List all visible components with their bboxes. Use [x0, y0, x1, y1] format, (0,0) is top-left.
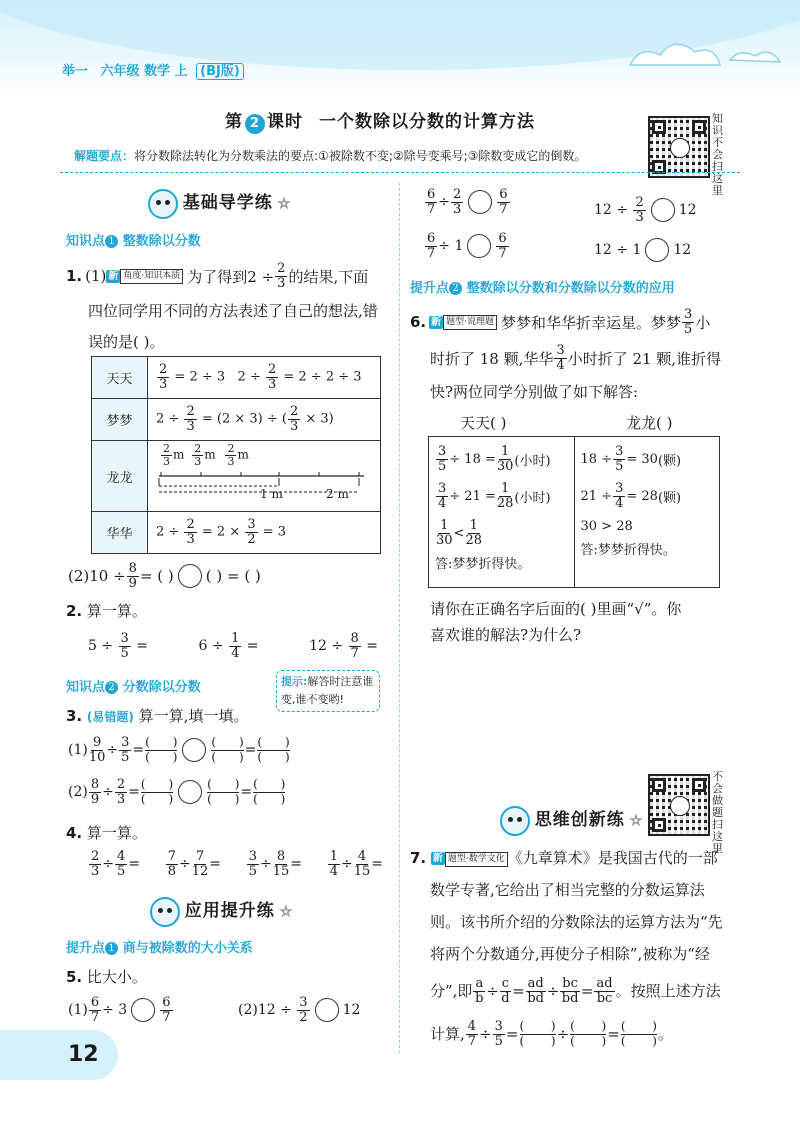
qr-caption-2: 不会做题扫这里 — [712, 770, 723, 855]
kp-2-label: 知识点 — [66, 680, 106, 695]
compare-circle[interactable] — [645, 238, 669, 262]
xin-badge: 新 — [432, 853, 443, 864]
rt-e: ÷ 1 — [438, 238, 464, 255]
mascot-icon — [150, 897, 180, 927]
compare-circle[interactable] — [131, 998, 155, 1022]
lesson-prefix: 第 — [225, 112, 243, 132]
question-7: 7. 新 题型·数学文化 《九章算术》是我国古代的一部 数学专著,它给出了相当完整的分数运算法 则。该书所介绍的分数除法的运算方法为“先 将两个分数通分,再使分子相除”,被称为“经 分”,即 $\frac{a}{b}$ ÷ $\frac{c}{d}$ = $\frac{ad}{bd}$ ÷ $\frac{bc}{bd}$ = $\frac{ad}{bc}$ 。按照上述方法 计算, $\frac{4}{7}$ ÷ $\frac{3}{5}$ = ( ) ( ) ÷ ( ) ( ) = ( ) ( ) 。 — [410, 842, 735, 1056]
tp-2 — [410, 277, 675, 296]
q6-name-longlong[interactable]: 龙龙( ) — [626, 414, 673, 432]
row-name: 梦梦 — [92, 399, 148, 441]
tp-2-label: 提升点 — [410, 281, 450, 296]
q3-tag: (易错题) — [86, 710, 134, 724]
q6-answer-1: 答:梦梦折得快。 — [435, 557, 531, 572]
tp-1-num: 1 — [105, 942, 118, 955]
row-name: 龙龙 — [92, 441, 148, 512]
unit-m: m — [173, 447, 185, 462]
compare-circle[interactable] — [467, 234, 491, 258]
q6-t2b: 小时折了 21 颗,谁折得 — [567, 349, 722, 368]
kp-2-text: 分数除以分数 — [122, 680, 201, 695]
page-number: 12 — [68, 1042, 99, 1067]
q5-p1: (1) — [68, 1002, 88, 1019]
page-number-tab — [0, 1030, 118, 1080]
q7-tag: 题型·数学文化 — [445, 852, 508, 867]
compare-circle[interactable] — [178, 780, 202, 804]
lesson-suffix: 课时 — [267, 112, 303, 132]
table-row — [92, 357, 381, 399]
q3-text: 算一算,填一填。 — [138, 707, 249, 725]
q1-table — [91, 356, 381, 554]
label-1m: 1 m — [260, 487, 283, 501]
mascot-icon — [148, 189, 178, 219]
question-4 — [66, 822, 147, 843]
brand-text: 举一 — [62, 64, 89, 79]
q5-cont-2: 12 ÷ $\frac{2}{3}$ 12 — [594, 195, 697, 225]
rt-b: 12 — [678, 202, 697, 219]
star-icon: ☆ — [279, 904, 293, 920]
lesson-title — [225, 107, 535, 134]
q6-ask-1: 请你在正确名字后面的( )里画“√”。你 — [430, 600, 682, 618]
cloud-decoration — [620, 30, 790, 75]
compare-circle[interactable] — [468, 190, 492, 214]
rt-a: 12 ÷ — [594, 202, 628, 219]
question-5 — [66, 966, 147, 987]
tp-1-text: 商与被除数的大小关系 — [122, 941, 253, 956]
lesson-title-text: 一个数除以分数的计算方法 — [319, 112, 535, 132]
q7-l4: 将两个分数通分,再使分子相除”,被称为“经 — [430, 945, 710, 963]
hint-label: 提示: — [281, 675, 308, 688]
compare-circle[interactable] — [651, 198, 675, 222]
compare-circle[interactable] — [315, 998, 339, 1022]
q4-exercises: $\frac{2}{3}$ ÷ $\frac{4}{5}$ = $\frac{7}{8}$ ÷ $\frac{7}{12}$ = $\frac{3}{5}$ ÷ $\frac{8}{15}$ = $\frac{1}{4}$ ÷ $\frac{4}{15}$ = — [91, 849, 383, 879]
tp-1 — [66, 937, 253, 956]
kp-1 — [66, 230, 201, 249]
tp-2-num: 2 — [449, 282, 462, 295]
q6-table — [428, 436, 720, 588]
q5-v12: 12 — [342, 1002, 361, 1019]
q5-cont-4 — [594, 238, 691, 262]
q2-text: 算一算。 — [86, 602, 147, 620]
xin-badge: 新 — [108, 270, 119, 282]
q3-p1: (1) — [68, 742, 88, 759]
row-name: 天天 — [92, 357, 148, 399]
xin-badge: 新 — [431, 316, 442, 328]
brand-logo: 举一 六年级 数学 上 (BJ版) — [62, 60, 244, 79]
label-2m: 2 m — [326, 487, 349, 501]
qr-code-help[interactable] — [648, 774, 710, 836]
q1-text-a: 为了得到2 ÷ — [187, 267, 275, 286]
q5-cont-3: $\frac{6}{7}$ ÷ 1 $\frac{6}{7}$ — [427, 231, 507, 261]
q7-l5a: 分”,即 — [430, 982, 473, 1000]
column-divider — [399, 183, 400, 1053]
q7-l2: 数学专著,它给出了相当完整的分数运算法 — [430, 881, 705, 899]
qr-code-knowledge[interactable] — [648, 116, 710, 178]
q5-number: 5. — [66, 968, 83, 986]
question-6: 6. 新 题型·说理题 梦梦和华华折幸运星。梦梦 $\frac{3}{5}$ 小 时折了 18 颗,华华 $\frac{3}{4}$ 小时折了 21 颗,谁折得 快?两位同学分别做了如下解答: — [410, 305, 730, 402]
q6-answer-2: 答:梦梦折得快。 — [580, 543, 676, 558]
row-content — [148, 441, 381, 512]
q7-number: 7. — [410, 849, 427, 867]
q1-part2-lead: (2)10 ÷ — [68, 567, 126, 586]
section-apply — [150, 896, 292, 927]
q7-l6a: 计算, — [430, 1025, 465, 1043]
star-icon: ☆ — [277, 196, 291, 212]
q6-tag: 题型·说理题 — [443, 315, 497, 330]
q2-exercises: 5 ÷ $\frac{3}{5}$ = 6 ÷ $\frac{1}{4}$ = 12 ÷ $\frac{8}{7}$ = — [88, 631, 378, 661]
q6-solution-longlong: 18 ÷ $\frac{3}{5}$ = 30 (颗) 21 ÷ $\frac{3}{4}$ = 28 (颗) 30 > 28 答:梦梦折得快。 — [574, 437, 720, 588]
q3-part2: (2) $\frac{8}{9}$ ÷ $\frac{2}{3}$ = ( ) ( ) ( ) ( ) = ( ) ( ) — [68, 777, 286, 807]
row-content: 2 ÷ $\frac{2}{3}$ = (2 × 3) ÷ ( $\frac{2}{3}$ × 3) — [148, 399, 381, 441]
fraction-labels: $\frac{2}{3}$ m $\frac{2}{3}$ m $\frac{2}{3}$ m — [163, 442, 249, 468]
tip-text: 将分数除法转化为分数乘法的要点:①被除数不变;②除号变乘号;③除数变成它的倒数。 — [134, 149, 587, 163]
compare-circle[interactable] — [178, 564, 202, 588]
lesson-num-badge — [245, 114, 265, 134]
hint-box — [276, 670, 380, 712]
q4-text: 算一算。 — [86, 824, 147, 842]
cmp: < — [453, 525, 465, 541]
q6-t2: 时折了 18 颗,华华 — [430, 349, 554, 368]
q6-compare: 30 > 28 — [580, 519, 633, 534]
q4-number: 4. — [66, 824, 83, 842]
section-apply-title: 应用提升练 — [184, 901, 275, 921]
row-content: $\frac{2}{3}$ = 2 ÷ 3 2 ÷ $\frac{2}{3}$ = 2 ÷ 2 ÷ 3 — [148, 357, 381, 399]
row-name: 华华 — [92, 512, 148, 554]
question-2 — [66, 600, 147, 621]
unit-ke: (颗) — [657, 490, 682, 506]
q5-text: 比大小。 — [86, 968, 147, 986]
table-row — [92, 399, 381, 441]
tip-line — [74, 147, 586, 164]
q2-number: 2. — [66, 602, 83, 620]
table-row — [92, 441, 381, 512]
q7-l1: 《九章算术》是我国古代的一部 — [507, 849, 718, 867]
q6-t1: 梦梦和华华折幸运星。梦梦 — [501, 313, 682, 332]
frac-2-3: $\frac{2}{3}$ — [277, 260, 286, 291]
unit-hours: (小时) — [514, 490, 551, 506]
unit-hours: (小时) — [514, 453, 551, 469]
unit-ke: (颗) — [657, 453, 682, 469]
edition: BJ版 — [206, 64, 234, 79]
table-row — [92, 512, 381, 554]
section-basic-title: 基础导学练 — [182, 193, 273, 213]
compare-circle[interactable] — [182, 738, 206, 762]
q6-t3: 快?两位同学分别做了如下解答: — [430, 383, 639, 401]
kp-1-num: 1 — [105, 235, 118, 248]
header-divider — [60, 172, 740, 173]
q6-t1b: 小 — [695, 313, 711, 332]
q1-number: 1. — [66, 267, 83, 285]
q1-part2-mid: = ( ) — [139, 567, 174, 586]
book-title: 六年级 数学 上 — [100, 64, 188, 79]
q5-p2: (2)12 ÷ — [238, 1002, 292, 1019]
q1-text-b: 的结果,下面 — [288, 267, 369, 286]
unit-m: m — [237, 447, 249, 462]
q5-part2: (2)12 ÷ $\frac{3}{2}$ 12 — [238, 995, 361, 1025]
q1-part: (1) — [85, 267, 107, 285]
q1-tag: 角度·知识本质 — [120, 269, 183, 284]
question-1 — [66, 260, 386, 352]
q6-solution-tiantian: $\frac{3}{5}$ ÷ 18 = $\frac{1}{30}$ (小时) $\frac{3}{4}$ ÷ 21 = $\frac{1}{28}$ (小时) $\frac{1}{30}$ < $\frac{1}{28}$ 答:梦梦折得快。 — [429, 437, 575, 588]
qr-caption-1: 知识不会扫这里 — [712, 112, 723, 197]
q1-part2-tail: ( ) = ( ) — [205, 567, 261, 586]
q1-part2: (2)10 ÷ $\frac{8}{9}$ = ( ) ( ) = ( ) — [68, 561, 261, 591]
kp-1-label: 知识点 — [66, 234, 106, 249]
q6-ask-2: 喜欢谁的解法?为什么? — [430, 626, 582, 644]
kp-1-text: 整数除以分数 — [122, 234, 201, 249]
unit-m: m — [204, 447, 216, 462]
q3-number: 3. — [66, 707, 83, 725]
section-basic — [148, 188, 290, 219]
tip-label: 解题要点： — [74, 149, 135, 163]
hint-text: 解答时注意谁变,谁不变哟! — [281, 675, 374, 706]
q3-part1: (1) $\frac{9}{10}$ ÷ $\frac{3}{5}$ = ( ) ( ) ( ) ( ) = ( ) ( ) — [68, 735, 290, 765]
star-icon: ☆ — [629, 813, 643, 829]
mascot-icon — [500, 806, 530, 836]
q5-cont-1: $\frac{6}{7}$ ÷ $\frac{2}{3}$ $\frac{6}{7}$ — [427, 187, 508, 217]
q1-line2: 四位同学用不同的方法表述了自己的想法,错 — [88, 302, 378, 320]
q5-part1: (1) $\frac{6}{7}$ ÷ 3 $\frac{6}{7}$ — [68, 995, 171, 1025]
q1-line3: 误的是( )。 — [88, 333, 165, 351]
q7-l3: 则。该书所介绍的分数除法的运算方法为“先 — [430, 913, 723, 931]
tp-2-text: 整数除以分数和分数除以分数的应用 — [466, 281, 675, 296]
rt-d: 12 — [673, 242, 692, 258]
tp-1-label: 提升点 — [66, 941, 106, 956]
q3-p2: (2) — [68, 784, 88, 801]
rt-c: 12 ÷ 1 — [594, 242, 642, 258]
lesson-num: 2 — [249, 116, 261, 131]
q6-number: 6. — [410, 313, 427, 331]
section-think-title: 思维创新练 — [534, 810, 625, 830]
kp-2 — [66, 676, 201, 695]
q7-l5b: 。按照上述方法 — [615, 982, 721, 1000]
kp-2-num: 2 — [105, 681, 118, 694]
row-content: 2 ÷ $\frac{2}{3}$ = 2 × $\frac{3}{2}$ = 3 — [148, 512, 381, 554]
section-think — [500, 805, 642, 836]
q6-name-tiantian[interactable]: 天天( ) — [460, 414, 507, 432]
question-3 — [66, 705, 248, 726]
